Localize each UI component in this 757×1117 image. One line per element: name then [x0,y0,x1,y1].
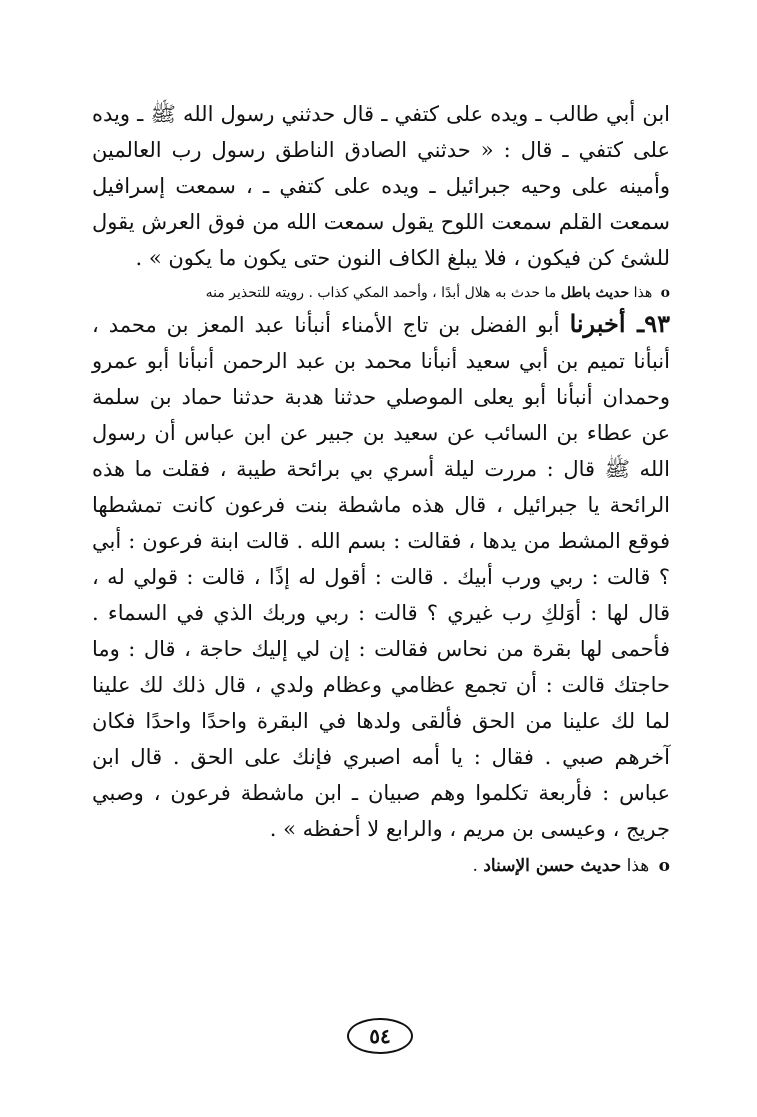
page-body [92,96,670,881]
page-number: ٥٤ [369,1024,391,1048]
circle-bullet-icon: o [660,285,670,301]
note-prefix: هذا [633,285,653,301]
note-verdict: حديث باطل [560,285,630,301]
note-verdict: حديث حسن الإسناد [483,856,622,876]
circle-bullet-icon: o [658,856,670,876]
paragraph-continuation: ابن أبي طالب ـ ويده على كتفي ـ قال حدثني رسول الله ﷺ ـ ويده على كتفي ـ قال : « حدثني الصادق الناطق رسول رب العالمين وأمينه على وحيه جبرائيل ـ ويده على كتفي ـ ، سمعت إسرافيل سمعت القلم سمعت اللوح يقول سمعت الله من فوق العرش يقول للشئ كن فيكون ، فلا يبلغ الكاف النون حتى يكون ما يكون » . [92,102,670,270]
note-hasan [92,851,670,881]
hadith-93 [92,306,670,847]
note-batil [92,280,670,306]
note-text: . [472,856,478,876]
hadith-text: أبو الفضل بن تاج الأمناء أنبأنا عبد المعز بن محمد ، أنبأنا تميم بن أبي سعيد أنبأنا محمد بن عبد الرحمن أنبأنا أبو عمرو وحمدان أنبأنا أبو يعلى الموصلي حدثنا هدبة حدثنا حماد بن سلمة عن عطاء بن السائب عن سعيد بن جبير عن ابن عباس أن رسول الله ﷺ قال : مررت ليلة أسري بي برائحة طيبة ، فقلت ما هذه الرائحة يا جبرائيل ، قال هذه ماشطة بنت فرعون كانت تمشطها فوقع المشط من يدها ، فقالت : بسم الله . قالت ابنة فرعون : أبي ؟ قالت : ربي ورب أبيك . قالت : أقول له إذًا ، قالت : قولي له ، قال لها : أوَلكِ رب غيري ؟ قالت : ربي وربك الذي في السماء . فأحمى لها بقرة من نحاس فقالت : إن لي إليك حاجة ، قال : وما حاجتك قالت : أن تجمع عظامي وعظام ولدي ، قال ذلك لك علينا لما لك علينا من الحق فألقى ولدها في البقرة واحدًا واحدًا فكان آخرهم صبي . فقال : يا أمه اصبري فإنك على الحق . قال ابن عباس : فأربعة تكلموا وهم صبيان ـ ابن ماشطة فرعون ، وصبي جريج ، وعيسى بن مريم ، والرابع لا أحفظه » . [92,313,670,841]
note-text: ما حدث به هلال أبدًا ، وأحمد المكي كذاب . رويته للتحذير منه [205,285,557,301]
hadith-number-lead: ٩٣ـ أخبرنا [569,309,670,338]
note-prefix: هذا [626,856,650,876]
page-number-badge [347,1018,413,1054]
